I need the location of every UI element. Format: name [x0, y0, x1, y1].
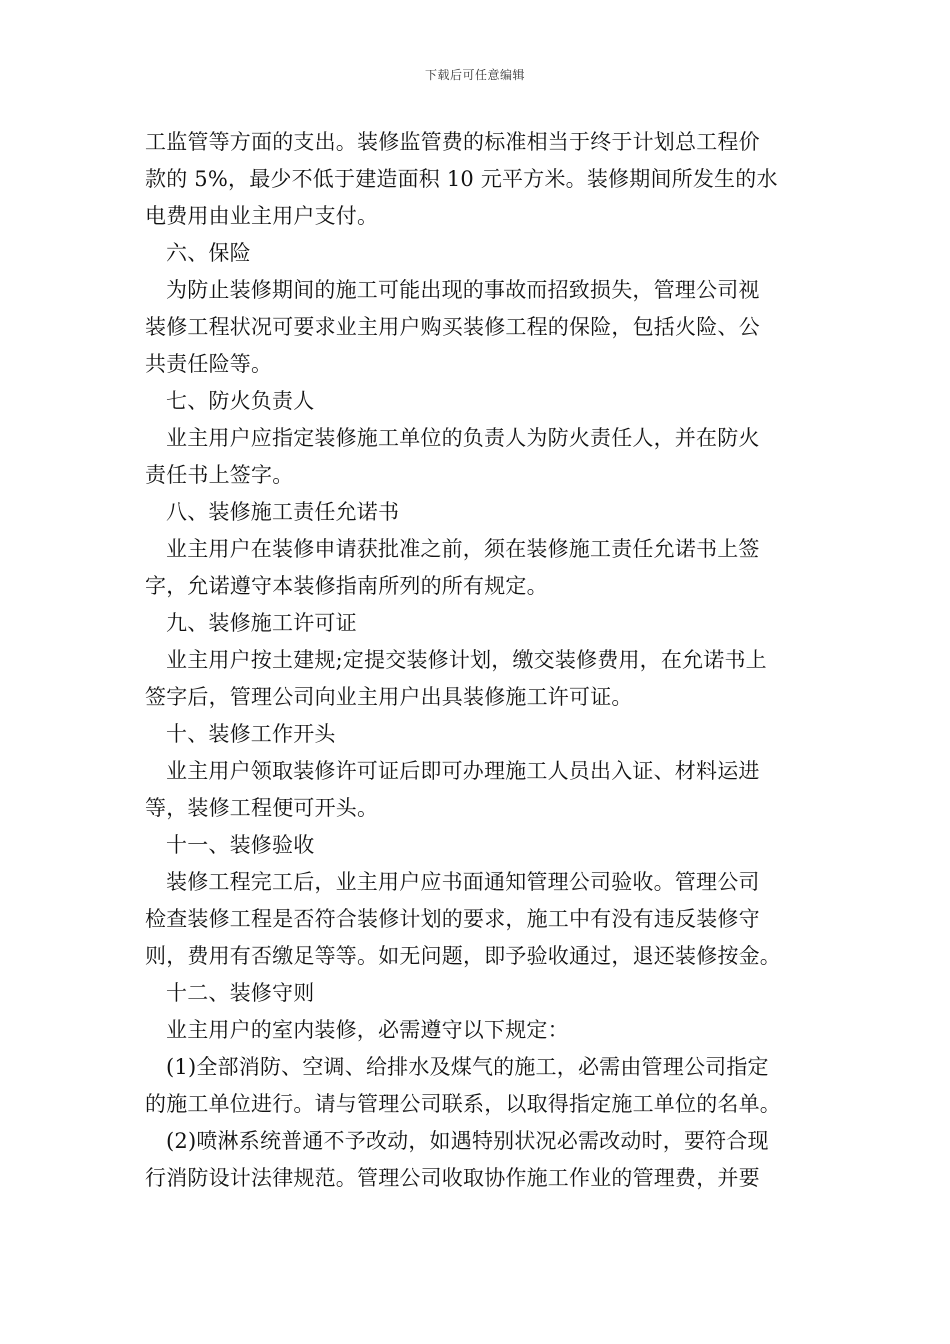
document-body	[145, 124, 807, 1197]
text-line: 业主用户领取装修许可证后即可办理施工人员出入证、材料运进	[166, 759, 760, 783]
text-line: 六、保险	[166, 241, 251, 265]
text-line: 业主用户的室内装修，必需遵守以下规定：	[166, 1018, 569, 1042]
text-line: 装修工程完工后，业主用户应书面通知管理公司验收。管理公司	[166, 870, 760, 894]
text-line: 则，费用有否缴足等等。如无问题，即予验收通过，退还装修按金。	[145, 944, 781, 968]
text-line: 装修工程状况可要求业主用户购买装修工程的保险，包括火险、公	[145, 315, 760, 339]
text-line: 业主用户在装修申请获批准之前，须在装修施工责任允诺书上签	[166, 537, 760, 561]
text-line: 十一、装修验收	[166, 833, 315, 857]
text-line: 等，装修工程便可开头。	[145, 796, 379, 820]
text-line: 签字后，管理公司向业主用户出具装修施工许可证。	[145, 685, 633, 709]
text-line: 责任书上签字。	[145, 463, 294, 487]
text-line: 共责任险等。	[145, 352, 273, 376]
text-line: 电费用由业主用户支付。	[145, 204, 379, 228]
text-line: 八、装修施工责任允诺书	[166, 500, 400, 524]
text-line: 款的 5%，最少不低于建造面积 10 元平方米。装修期间所发生的水	[145, 167, 778, 191]
text-line: 业主用户按土建规;定提交装修计划，缴交装修费用，在允诺书上	[166, 648, 767, 672]
text-line: 检查装修工程是否符合装修计划的要求，施工中有没有违反装修守	[145, 907, 760, 931]
text-line: 业主用户应指定装修施工单位的负责人为防火责任人，并在防火	[166, 426, 760, 450]
text-line: 行消防设计法律规范。管理公司收取协作施工作业的管理费，并要	[145, 1166, 760, 1190]
text-line: 为防止装修期间的施工可能出现的事故而招致损失，管理公司视	[166, 278, 760, 302]
text-line: 工监管等方面的支出。装修监管费的标准相当于终于计划总工程价	[145, 130, 760, 154]
text-line: 十二、装修守则	[166, 981, 315, 1005]
text-line: 字，允诺遵守本装修指南所列的所有规定。	[145, 574, 548, 598]
page-header-note: 下载后可任意编辑	[424, 68, 525, 82]
text-line: 的施工单位进行。请与管理公司联系，以取得指定施工单位的名单。	[145, 1092, 781, 1116]
text-line: 七、防火负责人	[166, 389, 315, 413]
text-line: 十、装修工作开头	[166, 722, 336, 746]
text-line: 九、装修施工许可证	[166, 611, 357, 635]
text-line: (1)全部消防、空调、给排水及煤气的施工，必需由管理公司指定	[166, 1055, 769, 1079]
text-line: (2)喷淋系统普通不予改动，如遇特别状况必需改动时，要符合现	[166, 1129, 769, 1153]
